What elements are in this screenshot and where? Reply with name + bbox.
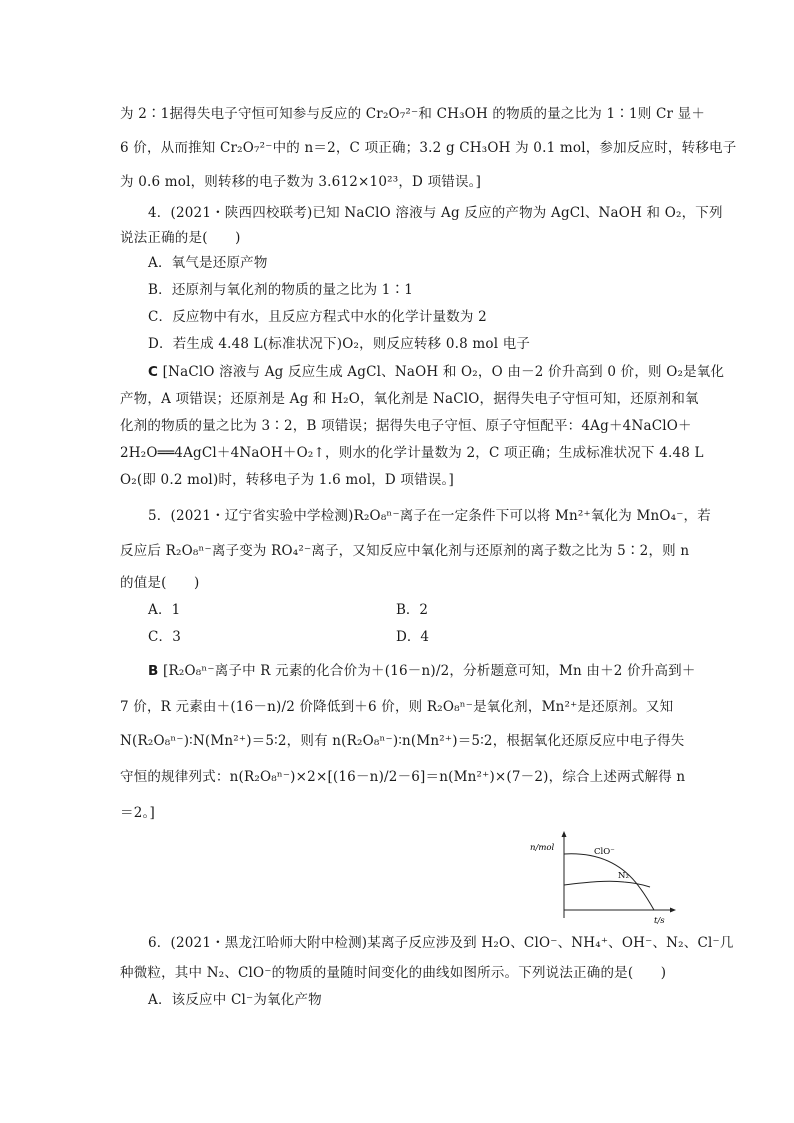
question-5-stem: 5．(2021・辽宁省实验中学检测)R₂O₈ⁿ⁻离子在一定条件下可以将 Mn²⁺氧化为 MnO₄⁻，若 bbox=[148, 508, 711, 524]
answer-5-text: [R₂O₈ⁿ⁻离子中 R 元素的化合价为＋(16－n)/2，分析题意可知，Mn 由＋2 价升高到＋ bbox=[163, 663, 696, 679]
question-5-option-b: B．2 bbox=[396, 602, 429, 618]
answer-4-line-4: 2H₂O══4AgCl＋4NaOH＋O₂↑，则水的化学计量数为 2，C 项正确；生成标准状况下 4.48 L bbox=[120, 445, 704, 461]
answer-5-line-3: N(R₂O₈ⁿ⁻)∶N(Mn²⁺)＝5∶2，则有 n(R₂O₈ⁿ⁻)∶n(Mn²⁺)＝5∶2，根据氧化还原反应中电子得失 bbox=[120, 733, 685, 749]
answer-5-letter: B bbox=[148, 663, 159, 679]
answer-4-line-5: O₂(即 0.2 mol)时，转移电子为 1.6 mol，D 项错误。] bbox=[120, 472, 454, 488]
text-line: 为 0.6 mol，则转移的电子数为 3.612×10²³，D 项错误。] bbox=[120, 174, 482, 190]
answer-4-line-2: 产物，A 项错误；还原剂是 Ag 和 H₂O，氧化剂是 NaClO，据得失电子守恒可知，还原剂和氧 bbox=[120, 391, 699, 407]
question-5-option-c: C．3 bbox=[148, 629, 182, 645]
answer-5-line-1 bbox=[148, 661, 696, 681]
x-axis-label: t/s bbox=[654, 916, 665, 925]
answer-4-text: [NaClO 溶液与 Ag 反应生成 AgCl、NaOH 和 O₂，O 由－2 价升高到 0 价，则 O₂是氧化 bbox=[162, 364, 725, 380]
question-4-option-c: C．反应物中有水，且反应方程式中水的化学计量数为 2 bbox=[148, 309, 487, 325]
y-axis-label: n/mol bbox=[530, 843, 555, 853]
question-6-stem: 6．(2021・黑龙江哈师大附中检测)某离子反应涉及到 H₂O、ClO⁻、NH₄⁺、OH⁻、N₂、Cl⁻几 bbox=[148, 935, 734, 951]
clo-minus-curve bbox=[564, 854, 654, 910]
n2-curve bbox=[564, 881, 650, 887]
question-4-stem-cont: 说法正确的是( ) bbox=[120, 230, 241, 246]
question-5-option-d: D．4 bbox=[396, 629, 429, 645]
answer-5-line-5: ＝2。] bbox=[120, 805, 155, 821]
n-vs-t-chart bbox=[528, 830, 678, 925]
question-5-option-a: A．1 bbox=[148, 602, 181, 618]
n2-label: N₂ bbox=[618, 871, 629, 881]
question-4-option-a: A．氧气是还原产物 bbox=[148, 255, 268, 271]
answer-4-line-1 bbox=[148, 362, 724, 382]
answer-5-line-4: 守恒的规律列式：n(R₂O₈ⁿ⁻)×2×[(16－n)/2－6]＝n(Mn²⁺)×(7－2)，综合上述两式解得 n bbox=[120, 769, 686, 785]
question-6-stem-cont: 种微粒，其中 N₂、ClO⁻的物质的量随时间变化的曲线如图所示。下列说法正确的是( ) bbox=[120, 965, 667, 981]
clo-minus-label: ClO⁻ bbox=[594, 847, 615, 857]
text-line: 6 价，从而推知 Cr₂O₇²⁻中的 n＝2，C 项正确；3.2 g CH₃OH 为 0.1 mol，参加反应时，转移电子 bbox=[120, 140, 737, 156]
y-axis-arrow bbox=[562, 831, 567, 837]
x-axis-arrow bbox=[670, 908, 676, 913]
answer-5-line-2: 7 价，R 元素由＋(16－n)/2 价降低到＋6 价，则 R₂O₈ⁿ⁻是氧化剂，Mn²⁺是还原剂。又知 bbox=[120, 699, 674, 715]
text-line: 为 2∶1据得失电子守恒可知参与反应的 Cr₂O₇²⁻和 CH₃OH 的物质的量之比为 1∶1则 Cr 显＋ bbox=[120, 106, 706, 122]
question-5-stem-end: 的值是( ) bbox=[120, 575, 200, 591]
question-6-option-a: A．该反应中 Cl⁻为氧化产物 bbox=[148, 992, 322, 1008]
question-4-option-b: B．还原剂与氧化剂的物质的量之比为 1∶1 bbox=[148, 282, 414, 298]
answer-4-line-3: 化剂的物质的量之比为 3∶2，B 项错误；据得失电子守恒、原子守恒配平：4Ag＋4NaClO＋ bbox=[120, 418, 692, 434]
question-5-stem-cont: 反应后 R₂O₈ⁿ⁻离子变为 RO₄²⁻离子，又知反应中氧化剂与还原剂的离子数之比为 5∶2，则 n bbox=[120, 543, 690, 559]
question-4-stem: 4．(2021・陕西四校联考)已知 NaClO 溶液与 Ag 反应的产物为 AgCl、NaOH 和 O₂，下列 bbox=[148, 205, 723, 221]
question-4-option-d: D．若生成 4.48 L(标准状况下)O₂，则反应转移 0.8 mol 电子 bbox=[148, 336, 531, 352]
answer-4-letter: C bbox=[148, 364, 159, 380]
